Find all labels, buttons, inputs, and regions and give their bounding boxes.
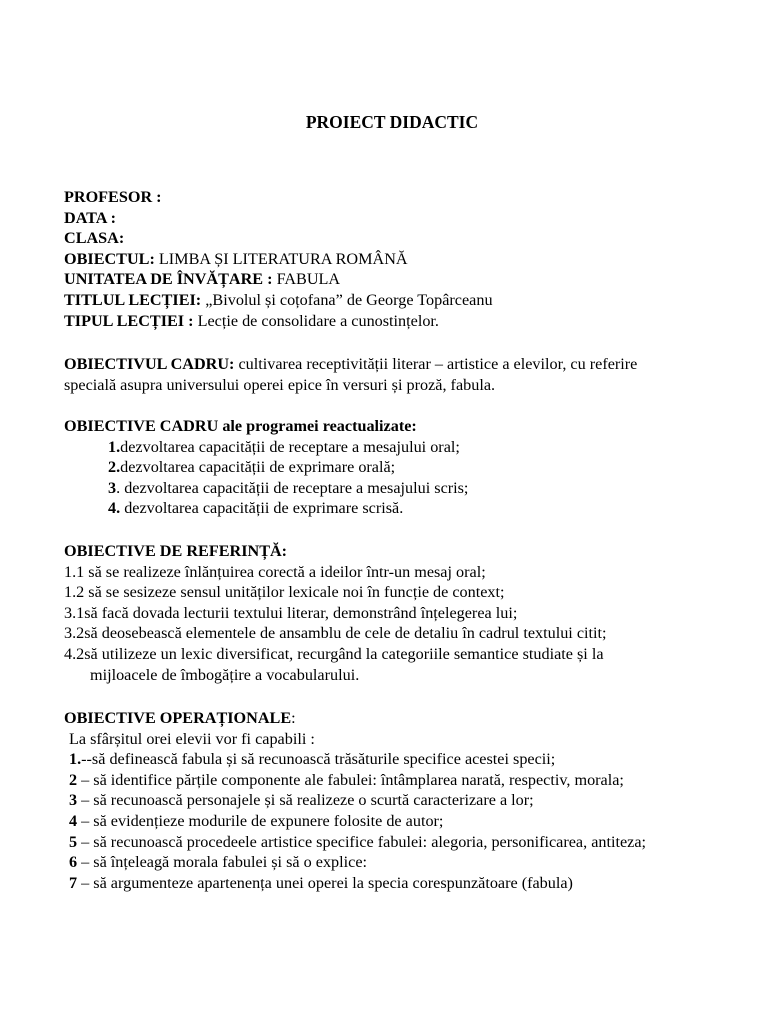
list-item: 2.dezvoltarea capacității de exprimare orală; xyxy=(108,458,396,477)
list-item: 1.1 să se realizeze înlănțuirea corectă a ideilor într-un mesaj oral; xyxy=(64,562,486,581)
section-heading: OBIECTIVE DE REFERINȚĂ: xyxy=(64,542,288,560)
profesor-line: PROFESOR : xyxy=(64,188,162,206)
list-item: 3.1să facă dovada lecturii textului literar, demonstrând înțelegerea lui; xyxy=(64,603,518,622)
list-item: 6 – să înțeleagă morala fabulei și să o explice: xyxy=(69,853,368,872)
list-item: 1.--să definească fabula și să recunoască trăsăturile specifice acestei specii; xyxy=(69,750,556,769)
section-heading: OBIECTIVE CADRU ale programei reactualizate: xyxy=(64,417,417,435)
unitatea-line: UNITATEA DE ÎNVĂȚARE : FABULA xyxy=(64,270,341,289)
list-item-continuation: mijloacele de îmbogățire a vocabularului. xyxy=(90,665,360,684)
obiective-operationale-section xyxy=(64,708,734,893)
list-item: 3. dezvoltarea capacității de receptare a mesajului scris; xyxy=(108,478,469,497)
list-item: 1.dezvoltarea capacității de receptare a mesajului oral; xyxy=(108,437,460,456)
list-item: 3.2să deosebească elementele de ansamblu de cele de detaliu în cadrul textului citit; xyxy=(64,624,607,643)
list-item: 4 – să evidențieze modurile de expunere folosite de autor; xyxy=(69,811,444,830)
list-item: 4.2să utilizeze un lexic diversificat, recurgând la categoriile semantice studiate și la xyxy=(64,644,604,663)
titlul-line: TITLUL LECȚIEI: „Bivolul și coțofana” de George Topârceanu xyxy=(64,290,493,309)
list-item: 1.2 să se sesizeze sensul unităților lexicale noi în funcție de context; xyxy=(64,583,505,602)
obiective-referinta-section xyxy=(64,541,734,685)
list-item: 4. dezvoltarea capacității de exprimare scrisă. xyxy=(108,499,404,518)
document-title: PROIECT DIDACTIC xyxy=(305,112,479,132)
obiectiv-cadru-line-2: specială asupra universului operei epice în versuri și proză, fabula. xyxy=(64,375,496,394)
tipul-line: TIPUL LECȚIEI : Lecție de consolidare a cunostințelor. xyxy=(64,311,439,330)
clasa-line: CLASA: xyxy=(64,229,125,248)
obiective-cadru-programa-section xyxy=(64,416,734,519)
list-item: 2 – să identifice părțile componente ale fabulei: întâmplarea narată, respectiv, morala; xyxy=(69,770,624,789)
obiectul-line: OBIECTUL: LIMBA ȘI LITERATURA ROMÂNĂ xyxy=(64,249,408,268)
obiectiv-cadru-section xyxy=(64,354,734,395)
obiectiv-cadru-line: OBIECTIVUL CADRU: cultivarea receptivității literar – artistice a elevilor, cu referire xyxy=(64,355,638,373)
lesson-header xyxy=(64,187,734,331)
data-line: DATA : xyxy=(64,208,117,227)
section-heading: OBIECTIVE OPERAȚIONALE: xyxy=(64,709,296,727)
list-item: 3 – să recunoască personajele și să realizeze o scurtă caracterizare a lor; xyxy=(69,791,534,810)
section-intro: La sfârșitul orei elevii vor fi capabili : xyxy=(69,729,315,748)
list-item: 7 – să argumenteze apartenența unei operei la specia corespunzătoare (fabula) xyxy=(69,873,573,892)
list-item: 5 – să recunoască procedeele artistice specifice fabulei: alegoria, personificarea, antiteza; xyxy=(69,832,647,851)
